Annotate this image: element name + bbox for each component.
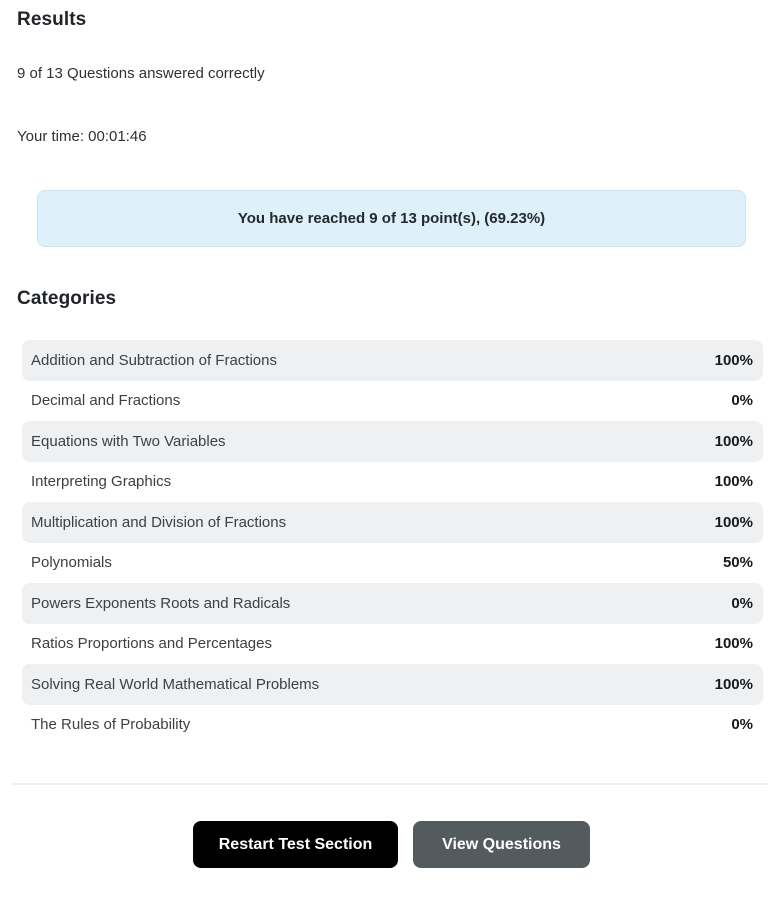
category-label: Equations with Two Variables — [31, 432, 226, 450]
category-label: Powers Exponents Roots and Radicals — [31, 594, 291, 612]
points-banner — [37, 190, 746, 247]
categories-heading: Categories — [17, 288, 117, 309]
category-percent: 0% — [731, 392, 753, 410]
category-label: The Rules of Probability — [31, 716, 191, 734]
table-row — [22, 705, 763, 746]
points-message: You have reached 9 of 13 point(s), (69.23%) — [237, 210, 546, 227]
category-label: Ratios Proportions and Percentages — [31, 635, 272, 653]
category-label: Solving Real World Mathematical Problems — [31, 675, 320, 693]
category-label: Decimal and Fractions — [31, 392, 181, 410]
table-row — [22, 624, 763, 665]
category-percent: 100% — [714, 473, 753, 491]
category-percent: 100% — [714, 675, 753, 693]
restart-test-section-button[interactable]: Restart Test Section — [193, 821, 398, 868]
table-row — [22, 502, 763, 543]
time-elapsed-text: Your time: 00:01:46 — [17, 128, 147, 145]
table-row — [22, 462, 763, 503]
category-percent: 100% — [714, 432, 753, 450]
table-row — [22, 421, 763, 462]
view-questions-button[interactable]: View Questions — [413, 821, 590, 868]
category-percent: 100% — [714, 635, 753, 653]
category-percent: 100% — [714, 351, 753, 369]
score-summary-text: 9 of 13 Questions answered correctly — [17, 65, 265, 82]
category-label: Interpreting Graphics — [31, 473, 172, 491]
category-percent: 100% — [714, 513, 753, 531]
category-label: Polynomials — [31, 554, 112, 572]
table-row — [22, 543, 763, 584]
table-row — [22, 583, 763, 624]
category-percent: 50% — [722, 554, 753, 572]
table-row — [22, 340, 763, 381]
category-label: Multiplication and Division of Fractions — [31, 513, 287, 531]
category-label: Addition and Subtraction of Fractions — [31, 351, 277, 369]
categories-table — [22, 340, 763, 745]
section-divider — [12, 783, 768, 785]
category-percent: 0% — [731, 594, 753, 612]
results-heading: Results — [17, 9, 87, 30]
table-row — [22, 664, 763, 705]
table-row — [22, 381, 763, 422]
category-percent: 0% — [731, 716, 753, 734]
